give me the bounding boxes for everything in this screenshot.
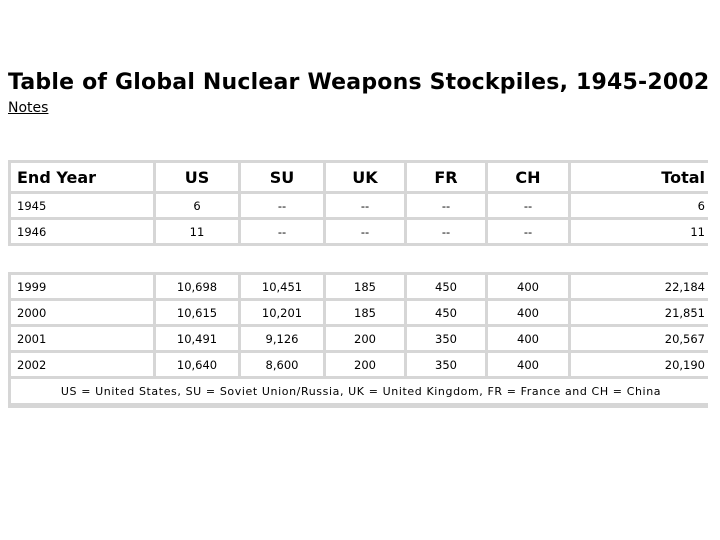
header-ch: CH xyxy=(488,163,568,191)
table-row xyxy=(11,301,711,324)
cell-su: -- xyxy=(241,220,323,243)
cell-year: 1999 xyxy=(11,275,153,298)
cell-fr: -- xyxy=(407,194,485,217)
page-title: Table of Global Nuclear Weapons Stockpiles, 1945-2002 xyxy=(8,70,710,95)
cell-fr: -- xyxy=(407,220,485,243)
cell-year: 2001 xyxy=(11,327,153,350)
cell-su: 8,600 xyxy=(241,353,323,376)
cell-fr: 450 xyxy=(407,301,485,324)
table-row xyxy=(11,275,711,298)
footnote: US = United States, SU = Soviet Union/Russia, UK = United Kingdom, FR = France and CH = China xyxy=(11,379,711,403)
cell-total: 22,184 xyxy=(571,275,711,298)
footnote-row xyxy=(11,379,711,403)
cell-ch: 400 xyxy=(488,301,568,324)
notes-link[interactable]: Notes xyxy=(8,100,49,116)
header-uk: UK xyxy=(326,163,404,191)
cell-us: 10,698 xyxy=(156,275,238,298)
cell-us: 11 xyxy=(156,220,238,243)
cell-uk: -- xyxy=(326,220,404,243)
header-us: US xyxy=(156,163,238,191)
cell-year: 1946 xyxy=(11,220,153,243)
table-row xyxy=(11,327,711,350)
cell-fr: 350 xyxy=(407,353,485,376)
table-row xyxy=(11,220,711,243)
cell-ch: 400 xyxy=(488,327,568,350)
header-end-year: End Year xyxy=(11,163,153,191)
cell-year: 2000 xyxy=(11,301,153,324)
cell-total: 21,851 xyxy=(571,301,711,324)
cell-ch: -- xyxy=(488,194,568,217)
cell-uk: 185 xyxy=(326,275,404,298)
cell-us: 6 xyxy=(156,194,238,217)
cell-ch: 400 xyxy=(488,275,568,298)
cell-total: 6 xyxy=(571,194,711,217)
cell-su: 9,126 xyxy=(241,327,323,350)
cell-uk: 200 xyxy=(326,353,404,376)
cell-us: 10,640 xyxy=(156,353,238,376)
cell-uk: -- xyxy=(326,194,404,217)
table-bottom-section xyxy=(8,272,714,406)
cell-us: 10,491 xyxy=(156,327,238,350)
cell-fr: 450 xyxy=(407,275,485,298)
cell-us: 10,615 xyxy=(156,301,238,324)
cell-ch: 400 xyxy=(488,353,568,376)
table-top-section xyxy=(8,160,714,246)
cell-total: 11 xyxy=(571,220,711,243)
header-fr: FR xyxy=(407,163,485,191)
header-row xyxy=(11,163,711,191)
cell-ch: -- xyxy=(488,220,568,243)
header-total: Total xyxy=(571,163,711,191)
header-su: SU xyxy=(241,163,323,191)
table-row xyxy=(11,353,711,376)
cell-total: 20,567 xyxy=(571,327,711,350)
cell-year: 1945 xyxy=(11,194,153,217)
cell-su: -- xyxy=(241,194,323,217)
table-row xyxy=(11,194,711,217)
cell-uk: 185 xyxy=(326,301,404,324)
cell-year: 2002 xyxy=(11,353,153,376)
cell-su: 10,201 xyxy=(241,301,323,324)
cell-fr: 350 xyxy=(407,327,485,350)
cell-uk: 200 xyxy=(326,327,404,350)
cell-su: 10,451 xyxy=(241,275,323,298)
table-gap xyxy=(8,246,708,272)
stockpile-table xyxy=(8,160,708,408)
cell-total: 20,190 xyxy=(571,353,711,376)
